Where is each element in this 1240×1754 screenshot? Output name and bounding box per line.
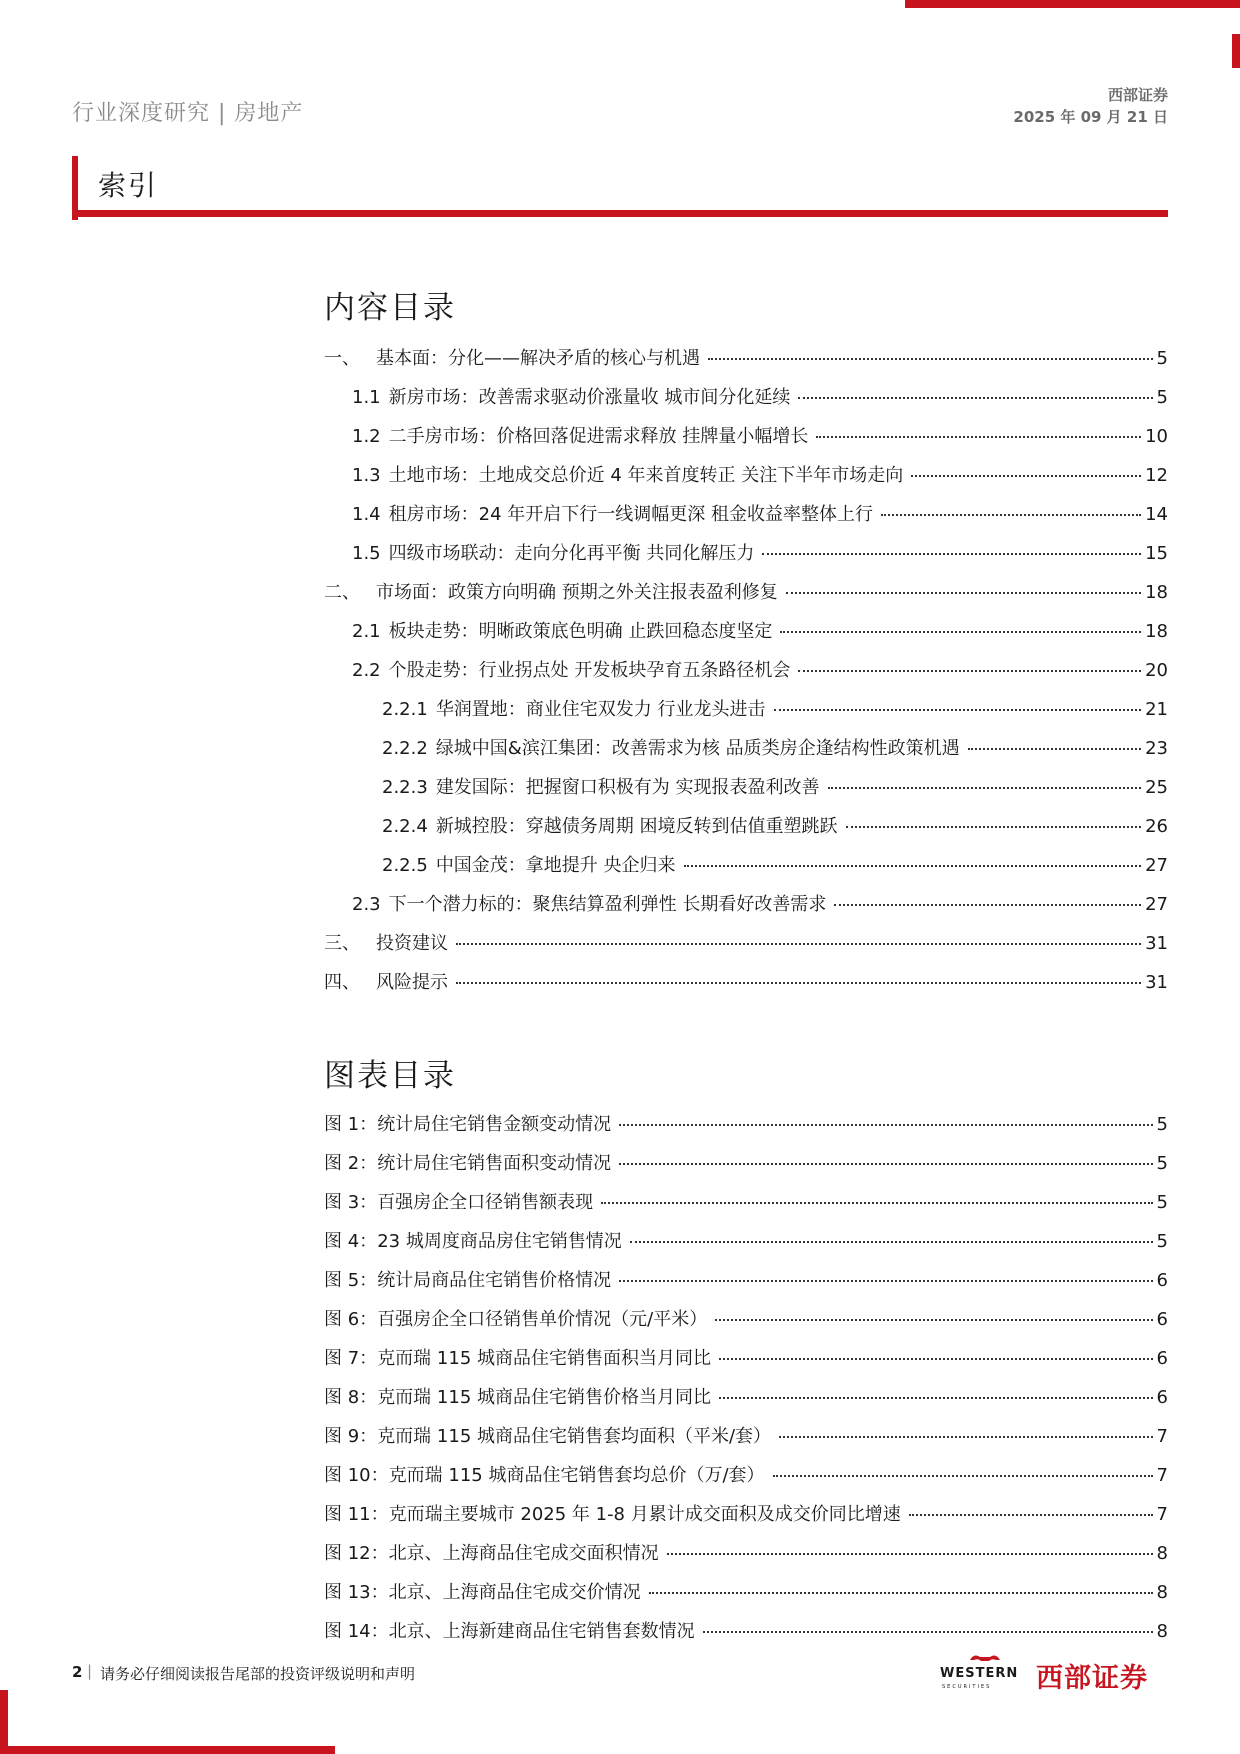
contents-entry[interactable] bbox=[382, 812, 1168, 842]
dot-leader bbox=[828, 787, 1142, 789]
figure-title: 克而瑞 115 城商品住宅销售套均总价（万/套） bbox=[388, 1465, 765, 1486]
figure-entry[interactable] bbox=[324, 1578, 1168, 1608]
logo-chinese: 西部证券 bbox=[1036, 1663, 1148, 1694]
contents-entry[interactable] bbox=[382, 734, 1168, 764]
dot-leader bbox=[649, 1592, 1153, 1594]
dot-leader bbox=[774, 709, 1142, 711]
figure-page: 6 bbox=[1156, 1270, 1168, 1291]
entry-page: 12 bbox=[1145, 465, 1168, 486]
entry-number: 2.2.4 bbox=[382, 816, 428, 837]
dot-leader bbox=[762, 553, 1141, 555]
figure-label: 图 11： bbox=[324, 1504, 389, 1525]
figure-entry[interactable] bbox=[324, 1539, 1168, 1569]
contents-heading: 内容目录 bbox=[324, 290, 456, 326]
entry-number: 2.2.1 bbox=[382, 699, 428, 720]
figure-label: 图 1： bbox=[324, 1114, 378, 1135]
entry-title: 新城控股：穿越债务周期 困境反转到估值重塑跳跃 bbox=[435, 816, 838, 837]
figure-label: 图 4： bbox=[324, 1231, 378, 1252]
figure-page: 7 bbox=[1156, 1426, 1168, 1447]
figure-title: 克而瑞 115 城商品住宅销售套均面积（平米/套） bbox=[377, 1426, 772, 1447]
entry-number: 1.1 bbox=[352, 387, 381, 408]
contents-entry[interactable] bbox=[324, 929, 1168, 959]
entry-title: 华润置地：商业住宅双发力 行业龙头进击 bbox=[435, 699, 766, 720]
entry-title: 个股走势：行业拐点处 开发板块孕育五条路径机会 bbox=[388, 660, 791, 681]
figure-label: 图 10： bbox=[324, 1465, 389, 1486]
figure-entry[interactable] bbox=[324, 1344, 1168, 1374]
contents-entry[interactable] bbox=[352, 617, 1168, 647]
figure-title: 23 城周度商品房住宅销售情况 bbox=[377, 1231, 622, 1252]
contents-entry[interactable] bbox=[352, 890, 1168, 920]
dot-leader bbox=[719, 1358, 1153, 1360]
figure-page: 5 bbox=[1156, 1114, 1168, 1135]
entry-number: 1.3 bbox=[352, 465, 381, 486]
figure-title: 统计局住宅销售面积变动情况 bbox=[377, 1153, 612, 1174]
top-accent-bar bbox=[905, 0, 1240, 8]
figure-entry[interactable] bbox=[324, 1383, 1168, 1413]
dot-leader bbox=[456, 943, 1141, 945]
figure-page: 6 bbox=[1156, 1387, 1168, 1408]
entry-number: 1.4 bbox=[352, 504, 381, 525]
entry-page: 31 bbox=[1145, 972, 1168, 993]
entry-page: 25 bbox=[1145, 777, 1168, 798]
entry-title: 四级市场联动：走向分化再平衡 共同化解压力 bbox=[388, 543, 755, 564]
entry-title: 投资建议 bbox=[376, 933, 448, 954]
entry-page: 27 bbox=[1145, 855, 1168, 876]
company-logo bbox=[940, 1652, 1170, 1700]
figure-label: 图 8： bbox=[324, 1387, 378, 1408]
entry-page: 10 bbox=[1145, 426, 1168, 447]
figure-title: 北京、上海商品住宅成交价情况 bbox=[388, 1582, 641, 1603]
right-edge-tab bbox=[1232, 34, 1240, 68]
entry-title: 下一个潜力标的：聚焦结算盈利弹性 长期看好改善需求 bbox=[388, 894, 827, 915]
figure-page: 5 bbox=[1156, 1231, 1168, 1252]
section-title: 索引 bbox=[98, 169, 159, 202]
dot-leader bbox=[911, 475, 1141, 477]
entry-page: 18 bbox=[1145, 582, 1168, 603]
dot-leader bbox=[619, 1124, 1152, 1126]
figure-label: 图 14： bbox=[324, 1621, 389, 1642]
entry-title: 绿城中国&滨江集团：改善需求为核 品质类房企逢结构性政策机遇 bbox=[435, 738, 960, 759]
contents-entry[interactable] bbox=[324, 968, 1168, 998]
report-category: 行业深度研究 | 房地产 bbox=[72, 101, 304, 126]
bull-icon bbox=[968, 1652, 1002, 1666]
entry-title: 二手房市场：价格回落促进需求释放 挂牌量小幅增长 bbox=[388, 426, 809, 447]
entry-number: 二、 bbox=[324, 582, 360, 603]
figure-label: 图 2： bbox=[324, 1153, 378, 1174]
figure-entry[interactable] bbox=[324, 1188, 1168, 1218]
entry-title: 土地市场：土地成交总价近 4 年来首度转正 关注下半年市场走向 bbox=[388, 465, 904, 486]
dot-leader bbox=[601, 1202, 1152, 1204]
dot-leader bbox=[834, 904, 1141, 906]
contents-entry[interactable] bbox=[352, 383, 1168, 413]
header-right bbox=[1013, 84, 1168, 128]
figure-page: 7 bbox=[1156, 1465, 1168, 1486]
entry-number: 四、 bbox=[324, 972, 360, 993]
figure-entry[interactable] bbox=[324, 1110, 1168, 1140]
dot-leader bbox=[667, 1553, 1153, 1555]
figure-page: 5 bbox=[1156, 1153, 1168, 1174]
dot-leader bbox=[798, 397, 1152, 399]
figure-title: 统计局住宅销售金额变动情况 bbox=[377, 1114, 612, 1135]
figure-entry[interactable] bbox=[324, 1149, 1168, 1179]
entry-page: 5 bbox=[1156, 348, 1168, 369]
entry-number: 2.3 bbox=[352, 894, 381, 915]
entry-page: 20 bbox=[1145, 660, 1168, 681]
bottom-left-accent bbox=[0, 1690, 8, 1754]
figure-page: 5 bbox=[1156, 1192, 1168, 1213]
figure-title: 克而瑞主要城市 2025 年 1-8 月累计成交面积及成交价同比增速 bbox=[388, 1504, 901, 1525]
bottom-accent-bar bbox=[0, 1746, 335, 1754]
entry-title: 租房市场：24 年开启下行一线调幅更深 租金收益率整体上行 bbox=[388, 504, 873, 525]
figures-heading: 图表目录 bbox=[324, 1058, 456, 1094]
entry-page: 26 bbox=[1145, 816, 1168, 837]
entry-title: 基本面：分化——解决矛盾的核心与机遇 bbox=[376, 348, 700, 369]
report-date: 2025 年 09 月 21 日 bbox=[1013, 108, 1168, 126]
dot-leader bbox=[619, 1163, 1152, 1165]
footer-disclaimer: 请务必仔细阅读报告尾部的投资评级说明和声明 bbox=[100, 1665, 416, 1683]
dot-leader bbox=[708, 358, 1153, 360]
figure-title: 百强房企全口径销售单价情况（元/平米） bbox=[377, 1309, 708, 1330]
dot-leader bbox=[456, 982, 1141, 984]
figure-title: 统计局商品住宅销售价格情况 bbox=[377, 1270, 612, 1291]
figure-title: 北京、上海商品住宅成交面积情况 bbox=[388, 1543, 659, 1564]
dot-leader bbox=[619, 1280, 1152, 1282]
entry-number: 2.2.5 bbox=[382, 855, 428, 876]
entry-page: 21 bbox=[1145, 699, 1168, 720]
entry-number: 2.2.3 bbox=[382, 777, 428, 798]
figure-page: 7 bbox=[1156, 1504, 1168, 1525]
dot-leader bbox=[703, 1631, 1153, 1633]
entry-number: 一、 bbox=[324, 348, 360, 369]
dot-leader bbox=[780, 631, 1141, 633]
entry-number: 三、 bbox=[324, 933, 360, 954]
entry-page: 31 bbox=[1145, 933, 1168, 954]
figure-title: 百强房企全口径销售额表现 bbox=[377, 1192, 594, 1213]
contents-entry[interactable] bbox=[382, 851, 1168, 881]
dot-leader bbox=[816, 436, 1141, 438]
figure-label: 图 12： bbox=[324, 1543, 389, 1564]
figure-label: 图 6： bbox=[324, 1309, 378, 1330]
dot-leader bbox=[684, 865, 1142, 867]
figure-page: 6 bbox=[1156, 1309, 1168, 1330]
entry-title: 中国金茂：拿地提升 央企归来 bbox=[435, 855, 676, 876]
entry-page: 18 bbox=[1145, 621, 1168, 642]
contents-entry[interactable] bbox=[324, 344, 1168, 374]
section-divider bbox=[72, 210, 1168, 217]
entry-title: 市场面：政策方向明确 预期之外关注报表盈利修复 bbox=[376, 582, 778, 603]
entry-number: 2.2.2 bbox=[382, 738, 428, 759]
figure-page: 8 bbox=[1156, 1621, 1168, 1642]
figure-label: 图 7： bbox=[324, 1348, 378, 1369]
dot-leader bbox=[715, 1319, 1152, 1321]
figure-entry[interactable] bbox=[324, 1461, 1168, 1491]
dot-leader bbox=[779, 1436, 1152, 1438]
brand-name: 西部证券 bbox=[1107, 86, 1168, 104]
dot-leader bbox=[909, 1514, 1153, 1516]
dot-leader bbox=[881, 514, 1141, 516]
logo-english: WESTERN bbox=[940, 1666, 1019, 1681]
contents-entry[interactable] bbox=[352, 461, 1168, 491]
dot-leader bbox=[786, 592, 1141, 594]
figure-entry[interactable] bbox=[324, 1422, 1168, 1452]
figure-label: 图 3： bbox=[324, 1192, 378, 1213]
dot-leader bbox=[719, 1397, 1153, 1399]
dot-leader bbox=[798, 670, 1141, 672]
figure-entry[interactable] bbox=[324, 1305, 1168, 1335]
figure-page: 8 bbox=[1156, 1543, 1168, 1564]
entry-title: 板块走势：明晰政策底色明确 止跌回稳态度坚定 bbox=[388, 621, 773, 642]
contents-entry[interactable] bbox=[382, 773, 1168, 803]
contents-entry[interactable] bbox=[352, 500, 1168, 530]
contents-entry[interactable] bbox=[352, 422, 1168, 452]
dot-leader bbox=[630, 1241, 1153, 1243]
figure-page: 6 bbox=[1156, 1348, 1168, 1369]
entry-page: 23 bbox=[1145, 738, 1168, 759]
dot-leader bbox=[773, 1475, 1153, 1477]
figure-entry[interactable] bbox=[324, 1266, 1168, 1296]
figure-title: 克而瑞 115 城商品住宅销售面积当月同比 bbox=[377, 1348, 711, 1369]
entry-number: 2.1 bbox=[352, 621, 381, 642]
entry-number: 1.5 bbox=[352, 543, 381, 564]
figure-label: 图 5： bbox=[324, 1270, 378, 1291]
entry-title: 新房市场：改善需求驱动价涨量收 城市间分化延续 bbox=[388, 387, 791, 408]
entry-title: 建发国际：把握窗口积极有为 实现报表盈利改善 bbox=[435, 777, 820, 798]
figure-entry[interactable] bbox=[324, 1227, 1168, 1257]
contents-entry[interactable] bbox=[352, 656, 1168, 686]
entry-page: 15 bbox=[1145, 543, 1168, 564]
page-number: 2 bbox=[72, 1663, 83, 1681]
contents-entry[interactable] bbox=[382, 695, 1168, 725]
figure-entry[interactable] bbox=[324, 1500, 1168, 1530]
figure-title: 北京、上海新建商品住宅销售套数情况 bbox=[388, 1621, 695, 1642]
entry-number: 1.2 bbox=[352, 426, 381, 447]
logo-english-sub: SECURITIES bbox=[942, 1684, 992, 1690]
contents-entry[interactable] bbox=[324, 578, 1168, 608]
figure-label: 图 13： bbox=[324, 1582, 389, 1603]
entry-number: 2.2 bbox=[352, 660, 381, 681]
dot-leader bbox=[968, 748, 1142, 750]
figure-title: 克而瑞 115 城商品住宅销售价格当月同比 bbox=[377, 1387, 711, 1408]
footer-separator: | bbox=[87, 1662, 93, 1680]
figure-label: 图 9： bbox=[324, 1426, 378, 1447]
dot-leader bbox=[846, 826, 1142, 828]
figure-entry[interactable] bbox=[324, 1617, 1168, 1647]
contents-entry[interactable] bbox=[352, 539, 1168, 569]
figure-page: 8 bbox=[1156, 1582, 1168, 1603]
entry-page: 27 bbox=[1145, 894, 1168, 915]
entry-page: 5 bbox=[1156, 387, 1168, 408]
entry-title: 风险提示 bbox=[376, 972, 448, 993]
entry-page: 14 bbox=[1145, 504, 1168, 525]
